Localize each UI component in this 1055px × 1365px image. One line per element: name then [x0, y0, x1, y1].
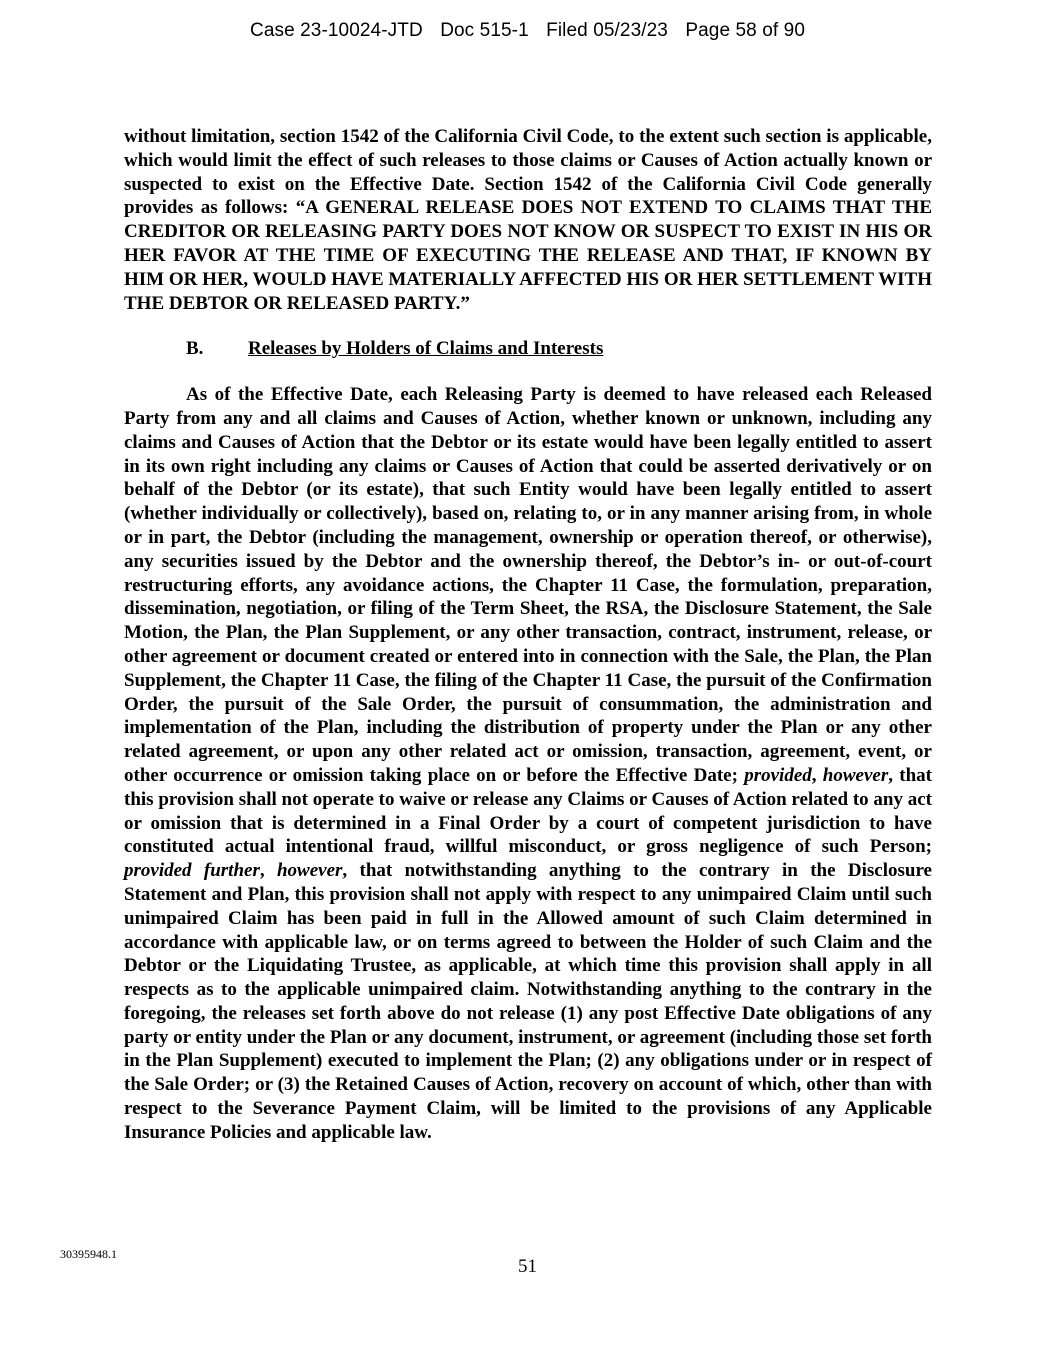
releases-text-1: As of the Effective Date, each Releasing Party is deemed to have released each Released Party from any and all claims and Causes of Action, whether known or unknown, including any claims and Causes of Action that the Debtor or its estate would have been legally entitled to assert in its own right including any claims or Causes of Action that could be asserted derivatively or on behalf of the Debtor (or its estate), that such Entity would have been legally entitled to assert (whether individually or collectively), based on, relating to, or in any manner arising from, in whole or in part, the Debtor (including the management, ownership or operation thereof, or otherwise), any securities issued by the Debtor and the ownership thereof, the Debtor’s in- or out-of-court restructuring efforts, any avoidance actions, the Chapter 11 Case, the formulation, preparation, dissemination, negotiation, or filing of the Term Sheet, the RSA, the Disclosure Statement, the Sale Motion, the Plan, the Plan Supplement, or any other transaction, contract, instrument, release, or other agreement or document created or entered into in connection with the Sale, the Plan, the Plan Supplement, the Chapter 11 Case, the filing of the Chapter 11 Case, the pursuit of the Confirmation Order, the pursuit of the Sale Order, the pursuit of consummation, the administration and implementation of the Plan, including the distribution of property under the Plan or any other related agreement, or upon any other related act or omission, transaction, agreement, event, or other occurrence or omission taking place on or before the Effective Date; — [124, 384, 932, 786]
page-of-total: Page 58 of 90 — [685, 20, 805, 41]
case-number: Case 23-10024-JTD — [250, 20, 423, 41]
separator: , — [811, 764, 823, 786]
provided-italic: provided — [744, 764, 812, 786]
releases-text-2: , that this provision shall not operate to waive or release any Claims or Causes of Action related to any act or omission that is determined in a Final Order by a court of competent jurisdiction to have constituted actual intentional fraud, willful misconduct, or gross negligence of such Person; — [124, 764, 932, 858]
section-letter: B. — [186, 338, 204, 360]
page-number: 51 — [518, 1256, 537, 1277]
section-heading — [124, 337, 932, 361]
paragraph-releases — [124, 383, 932, 1145]
paragraph-section-1542: without limitation, section 1542 of the California Civil Code, to the extent such section is applicable, which would limit the effect of such releases to those claims or Causes of Action actually known or suspected to exist on the Effective Date. Section 1542 of the California Civil Code generally provides as follows: “A GENERAL RELEASE DOES NOT EXTEND TO CLAIMS THAT THE CREDITOR OR RELEASING PARTY DOES NOT KNOW OR SUSPECT TO EXIST IN HIS OR HER FAVOR AT THE TIME OF EXECUTING THE RELEASE AND THAT, IF KNOWN BY HIM OR HER, WOULD HAVE MATERIALLY AFFECTED HIS OR HER SETTLEMENT WITH THE DEBTOR OR RELEASED PARTY.” — [124, 126, 932, 314]
separator: , — [259, 860, 277, 882]
docket-number: Doc 515-1 — [440, 20, 529, 41]
court-filing-header — [0, 20, 1055, 42]
however-italic-2: however — [276, 860, 343, 882]
releases-text-3: , that notwithstanding anything to the contrary in the Disclosure Statement and Plan, this provision shall not apply with respect to any unimpaired Claim until such unimpaired Claim has been paid in full in the Allowed amount of such Claim determined in accordance with applicable law, or on terms agreed to between the Holder of such Claim and the Debtor or the Liquidating Trustee, as applicable, at which time this provision shall apply in all respects as to the applicable unimpaired claim. Notwithstanding anything to the contrary in the foregoing, the releases set forth above do not release (1) any post Effective Date obligations of any party or entity under the Plan or any document, instrument, or agreement (including those set forth in the Plan Supplement) executed to implement the Plan; (2) any obligations under or in respect of the Sale Order; or (3) the Retained Causes of Action, recovery on account of which, other than with respect to the Severance Payment Claim, will be limited to the provisions of any Applicable Insurance Policies and applicable law. — [124, 860, 932, 1143]
filed-date: Filed 05/23/23 — [546, 20, 668, 41]
document-body — [124, 125, 932, 1145]
document-id: 30395948.1 — [60, 1247, 117, 1261]
provided-further-italic: provided further — [124, 860, 260, 882]
section-title: Releases by Holders of Claims and Interests — [248, 338, 604, 360]
however-italic: however — [822, 764, 889, 786]
